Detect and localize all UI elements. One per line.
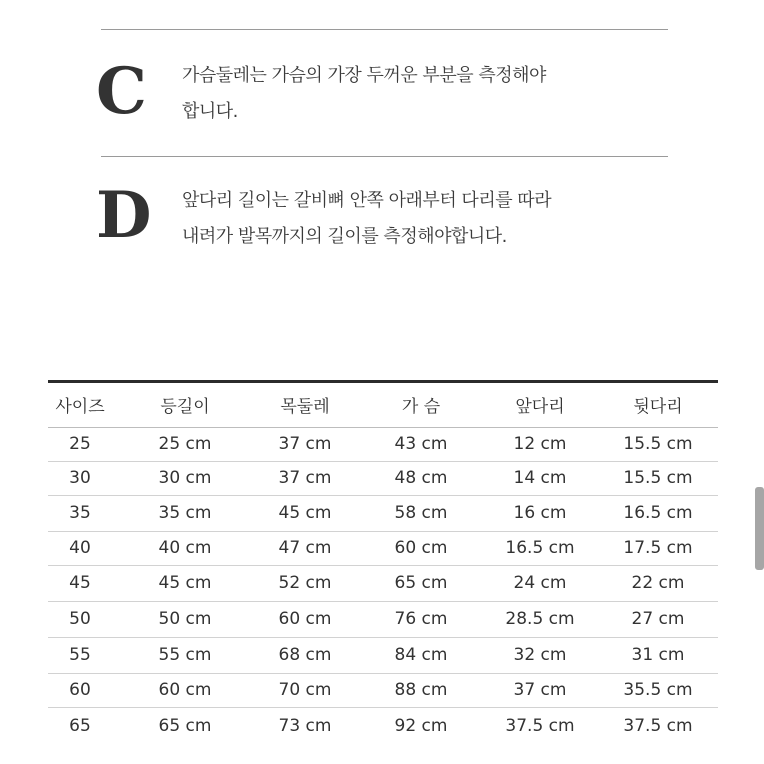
- cell-size: 30: [48, 461, 120, 495]
- cell-neck: 45 cm: [250, 495, 360, 531]
- table-row: [48, 673, 718, 707]
- table-row: [48, 601, 718, 637]
- cell-neck: 68 cm: [250, 637, 360, 673]
- cell-back-length: 25 cm: [120, 427, 250, 461]
- cell-size: 40: [48, 531, 120, 565]
- cell-size: 65: [69, 716, 91, 737]
- section-c-line-2: 합니다.: [182, 101, 238, 122]
- cell-chest: 60 cm: [360, 531, 482, 565]
- header-front-leg: 앞다리: [482, 383, 598, 427]
- cell-chest: 48 cm: [360, 461, 482, 495]
- cell-front-leg: 16.5 cm: [482, 531, 598, 565]
- cell-back-length: 60 cm: [120, 673, 250, 707]
- scrollbar-thumb[interactable]: [755, 487, 764, 570]
- header-neck: 목둘레: [250, 383, 360, 427]
- size-table-grid: [48, 383, 718, 745]
- cell-front-leg: 16 cm: [482, 495, 598, 531]
- cell-hind-leg: 37.5 cm: [623, 716, 693, 737]
- cell-neck: 73 cm: [278, 716, 332, 737]
- cell-neck: 52 cm: [250, 565, 360, 601]
- cell-front-leg: 24 cm: [482, 565, 598, 601]
- cell-neck: 60 cm: [250, 601, 360, 637]
- section-d-description: [182, 183, 551, 255]
- middle-divider: [101, 156, 668, 157]
- cell-hind-leg: 22 cm: [598, 565, 718, 601]
- cell-neck: 47 cm: [250, 531, 360, 565]
- section-c-letter: C: [96, 54, 147, 129]
- table-body: [48, 427, 718, 745]
- cell-neck: 70 cm: [250, 673, 360, 707]
- table-row: [48, 531, 718, 565]
- section-c-description: [182, 58, 546, 130]
- cell-front-leg: 32 cm: [482, 637, 598, 673]
- cell-back-length: 30 cm: [120, 461, 250, 495]
- section-d-line-2: 내려가 발목까지의 길이를 측정해야합니다.: [182, 226, 507, 247]
- cell-front-leg: 37 cm: [482, 673, 598, 707]
- cell-front-leg: 28.5 cm: [482, 601, 598, 637]
- cell-chest: 92 cm: [394, 716, 448, 737]
- cell-hind-leg: 15.5 cm: [598, 461, 718, 495]
- cell-front-leg: 14 cm: [482, 461, 598, 495]
- cell-neck: 37 cm: [250, 461, 360, 495]
- header-size: 사이즈: [48, 383, 120, 427]
- table-row: [48, 637, 718, 673]
- cell-back-length: 50 cm: [120, 601, 250, 637]
- cell-hind-leg: 31 cm: [598, 637, 718, 673]
- cell-chest: 76 cm: [360, 601, 482, 637]
- cell-chest: 88 cm: [360, 673, 482, 707]
- cell-size: 45: [48, 565, 120, 601]
- cell-back-length: 35 cm: [120, 495, 250, 531]
- cell-size: 60: [48, 673, 120, 707]
- section-d-letter: D: [96, 178, 152, 253]
- cell-back-length: 55 cm: [120, 637, 250, 673]
- cell-hind-leg: 35.5 cm: [598, 673, 718, 707]
- cell-back-length: 45 cm: [120, 565, 250, 601]
- cell-hind-leg: 17.5 cm: [598, 531, 718, 565]
- cell-chest: 65 cm: [360, 565, 482, 601]
- table-row: [48, 707, 718, 745]
- table-row: [48, 565, 718, 601]
- cell-chest: 58 cm: [360, 495, 482, 531]
- cell-hind-leg: 15.5 cm: [598, 427, 718, 461]
- table-row: [48, 461, 718, 495]
- header-hind-leg: 뒷다리: [598, 383, 718, 427]
- cell-back-length: 65 cm: [158, 716, 212, 737]
- section-d-line-1: 앞다리 길이는 갈비뼈 안쪽 아래부터 다리를 따라: [182, 190, 552, 211]
- cell-hind-leg: 16.5 cm: [598, 495, 718, 531]
- table-row: [48, 495, 718, 531]
- cell-size: 50: [48, 601, 120, 637]
- header-back-length: 등길이: [120, 383, 250, 427]
- cell-front-leg: 37.5 cm: [505, 716, 575, 737]
- size-table: [48, 380, 718, 745]
- cell-size: 35: [48, 495, 120, 531]
- cell-size: 55: [48, 637, 120, 673]
- table-row: [48, 427, 718, 461]
- cell-size: 25: [48, 427, 120, 461]
- section-c-line-1: 가슴둘레는 가슴의 가장 두꺼운 부분을 측정해야: [182, 65, 546, 86]
- cell-front-leg: 12 cm: [482, 427, 598, 461]
- header-chest: 가 슴: [360, 383, 482, 427]
- cell-back-length: 40 cm: [120, 531, 250, 565]
- cell-neck: 37 cm: [250, 427, 360, 461]
- cell-chest: 84 cm: [360, 637, 482, 673]
- top-divider: [101, 29, 668, 30]
- table-header-row: [48, 383, 718, 427]
- cell-hind-leg: 27 cm: [598, 601, 718, 637]
- cell-chest: 43 cm: [360, 427, 482, 461]
